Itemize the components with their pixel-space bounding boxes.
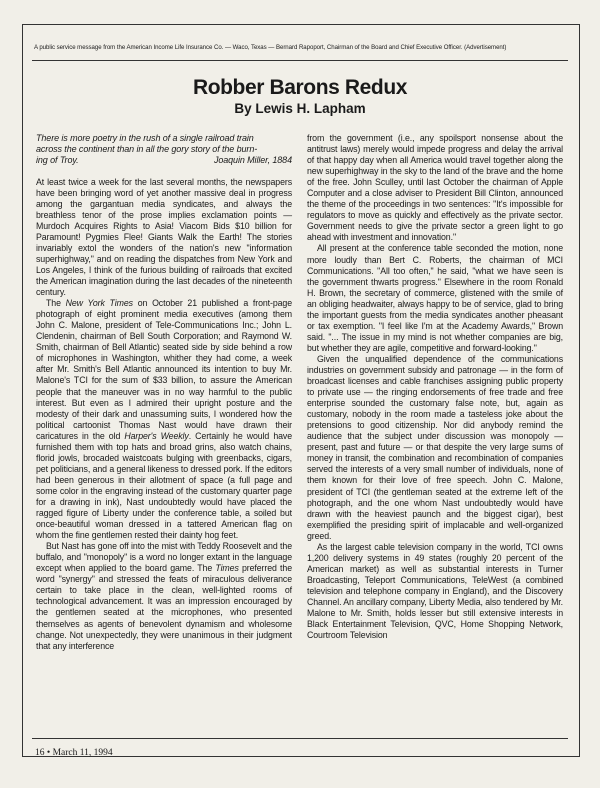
left-column (36, 133, 292, 652)
paragraph-1: At least twice a week for the last several months, the newspapers have been bringing word of yet another massive deal in progress among the gargantuan media syndicates, and always the breathless tenor of the prose implies exclamation points — Murdoch Acquires Rights to Asia! Viacom Bids $10 billion for Paramount! Pygmies Flee! Giants Walk the Earth! The stories invariably extol the wonders of the nation's new "information superhighway," and on reading the dispatches from New York and Los Angeles, I think of the furious building of railroads that excited the American imagination during the last decades of the nineteenth century. (36, 176, 292, 298)
epigraph-line-3: ing of Troy. (36, 155, 79, 166)
advertisement-disclaimer: A public service message from the American Income Life Insurance Co. — Waco, Texas — Bernard Rapoport, Chairman of the Board and Chief Executive Officer. (Advertisement) (34, 44, 507, 51)
publication-name-2: Harper's Weekly (124, 430, 189, 441)
article-title: Robber Barons Redux (192, 76, 408, 99)
bottom-rule (32, 738, 568, 739)
right-column (307, 133, 563, 641)
paragraph-6: Given the unqualified dependence of the communications industries on government subsidy and patronage — in the form of broadcast licenses and cable franchises assigning public property to private use — the ringing endorsements of free trade and free enterprise sounded the customary false note, but, again as customary, nobody in the room made a tasteless joke about the pretensions to good citizenship. Nor did anybody remind the audience that the subject under discussion was monopoly — present, past and future — or that despite the very large sums of money in transit, the combination and recombination of companies served the interests of a very small number of individuals, none of them known for their love of free speech. John C. Malone, president of TCI (the gentleman seated at the extreme left of the photograph, and the one whom Nast undoubtedly would have drawn with the heaviest paunch and the biggest cigar), best exemplified the presiding spirit of implacable and well-organized greed. (307, 353, 563, 541)
publication-name-3: Times (215, 563, 239, 574)
epigraph-line-1: There is more poetry in the rush of a single railroad train (36, 133, 254, 143)
page-folio: 16 • March 11, 1994 (35, 748, 113, 758)
top-rule (32, 60, 568, 61)
article-byline: By Lewis H. Lapham (234, 101, 366, 116)
paragraph-5: All present at the conference table seconded the motion, none more loudly than Bert C. Roberts, the chairman of MCI Communications. "All too often," he said, "what we have seen is the government thwarts progress." Elsewhere in the room Ronald H. Brown, the secretary of commerce, glistened with the smile of an obliging headwaiter, always happy to be of service, glad to bring the important guests from the media syndicates another pheasant or tax exemption. "I feel like I'm at the Academy Awards," Brown said. "... The issue in my mind is not whether companies are big, but whether they are agile, competitive and forward-looking." (307, 243, 563, 353)
paragraph-2 (36, 298, 292, 541)
publication-name: New York Times (65, 298, 133, 309)
paragraph-3 (36, 541, 292, 651)
epigraph-line-2: across the continent than in all the gory story of the burn- (36, 144, 258, 155)
paragraph-2-middle: on October 21 published a front-page photograph of eight prominent media executives (among them John C. Malone, president of Tele-Communications Inc.; John L. Clendenin, chairman of Bell South Corporation; and Raymond W. Smith, chairman of Bell Atlantic) seated side by side behind a row of microphones in Washington, whither they had come, a week after Mr. Smith's Bell Atlantic announced its intention to buy Mr. Malone's TCI for the sum of $33 billion, to assure the American people that the maneuver was in no way harmful to the public interest. But even as I admired their upright posture and the modesty of their dark and unassuming suits, I wondered how the political cartoonist Thomas Nast would have drawn their caricatures in the old (36, 298, 293, 441)
paragraph-2-start: The (46, 298, 66, 309)
epigraph-attribution: Joaquin Miller, 1884 (213, 155, 292, 166)
epigraph (36, 133, 292, 167)
paragraph-7: As the largest cable television company in the world, TCI owns 1,200 delivery systems in 49 states (roughly 20 percent of the American market) as well as substantial interests in Turner Broadcasting, Teleport Communications, TeleWest (a combined television and telephone company in England), and the Discovery Channel. An ancillary company, Liberty Media, also tendered by Mr. Malone to Mr. Smith, holds lesser but still extensive interests in Black Entertainment Television, QVC, Home Shopping Network, Courtroom Television (307, 541, 563, 641)
paragraph-3-end: preferred the word "synergy" and stressed the feats of miraculous deliverance certain to take place in the clean, well-lighted rooms of technological advancement. It was an impression encouraged by the gentlemen seated at the microphones, who presented themselves as agents of benevolent dynamism and wholesome change. Not unexpectedly, they were unanimous in their judgment that any interference (36, 563, 292, 651)
paragraph-2-end: . Certainly he would have furnished them with top hats and broad grins, also watch chains, florid jowls, brocaded waistcoats bulging with greenbacks, cigars, pet politicians, and a general likeness to dressed pork. If the editors had been generous in their allotment of space (a full page and some color in the engraving instead of the customary quarter page for a drawing in ink), Nast undoubtedly would have placed the ragged figure of Liberty under the conference table, a soiled but once-beautiful woman dressed in a tattered American flag on whom the fine gentlemen rested their dainty hog feet. (36, 430, 293, 541)
paragraph-3-start: But Nast has gone off into the mist with Teddy Roosevelt and the buffalo, and "monopoly" is a word no longer extant in the language except when applied to the board game. The (36, 541, 292, 574)
paragraph-4: from the government (i.e., any spoilsport nonsense about the antitrust laws) merely would impede progress and delay the arrival of that happy day when all America would travel together along the new superhighway in the sky to the land of the brave and the home of the free. John Sculley, until last October the chairman of Apple Computer and a close adviser to President Bill Clinton, announced the theme of the proceedings in two sentences: "It's impossible for regulators to move as quickly and effectively as the private sector. Government needs to give the private sector a green light to go ahead with investment and innovation." (307, 133, 563, 243)
